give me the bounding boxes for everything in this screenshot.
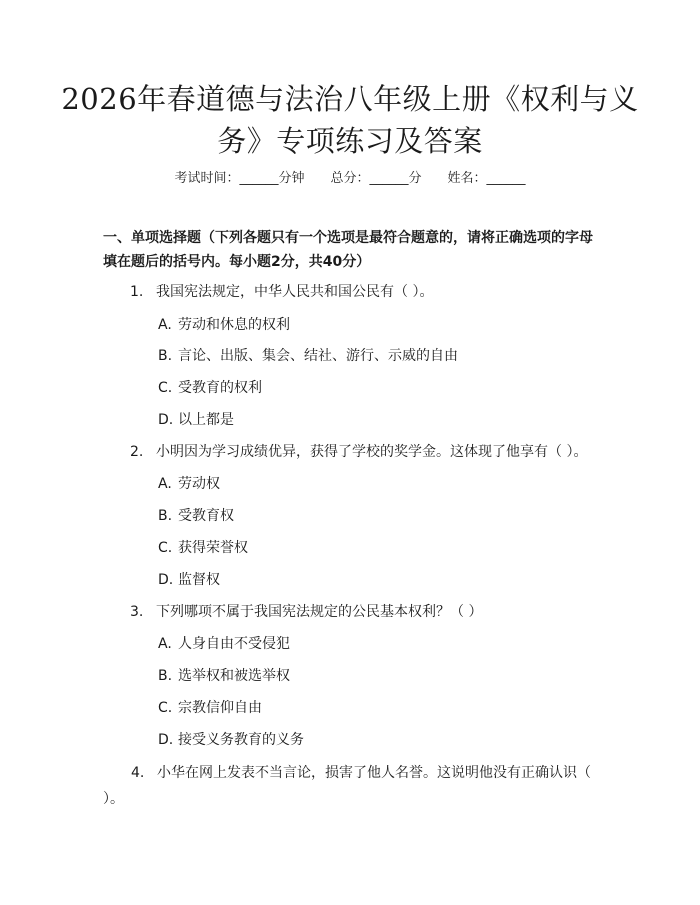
question-1-option-d (158, 409, 234, 429)
question-3-option-a (158, 633, 290, 653)
option-letter: C. (158, 700, 173, 716)
question-3 (130, 601, 482, 621)
option-letter: C. (158, 540, 173, 556)
option-text: 受教育权 (178, 508, 234, 524)
exam-meta (0, 167, 700, 186)
question-number: 4. (131, 765, 145, 781)
option-letter: C. (158, 380, 173, 396)
question-number: 3. (130, 604, 144, 620)
question-1-option-c (158, 377, 262, 397)
question-2-option-d (158, 569, 220, 589)
question-1 (130, 281, 433, 301)
question-2-option-b (158, 505, 234, 525)
option-letter: A. (158, 476, 172, 492)
section-heading: 一、单项选择题（下列各题只有一个选项是最符合题意的，请将正确选项的字母填在题后的括号内。每小题2分，共40分） (103, 230, 593, 270)
option-text: 人身自由不受侵犯 (178, 636, 290, 652)
option-text: 选举权和被选举权 (178, 668, 290, 684)
question-2 (130, 441, 587, 461)
option-letter: B. (158, 348, 173, 364)
total-score-field: 总分：______分 (330, 171, 422, 186)
option-text: 监督权 (178, 572, 220, 588)
question-2-option-a (158, 473, 220, 493)
option-text: 以上都是 (178, 412, 234, 428)
option-letter: B. (158, 668, 173, 684)
question-3-option-d (158, 729, 304, 749)
document-title: 2026年春道德与法治八年级上册《权利与义务》专项练习及答案 (61, 82, 639, 158)
question-number: 1. (130, 284, 144, 300)
question-text: 小华在网上发表不当言论，损害了他人名誉。这说明他没有正确认识（ ）。 (103, 765, 591, 807)
question-4 (103, 760, 604, 812)
option-text: 宗教信仰自由 (178, 700, 262, 716)
question-text: 我国宪法规定，中华人民共和国公民有（ ）。 (156, 284, 434, 300)
option-letter: A. (158, 636, 172, 652)
option-text: 劳动和休息的权利 (178, 317, 290, 333)
question-1-option-b (158, 345, 458, 365)
question-text: 小明因为学习成绩优异，获得了学校的奖学金。这体现了他享有（ ）。 (156, 444, 588, 460)
option-text: 接受义务教育的义务 (178, 732, 304, 748)
option-text: 获得荣誉权 (178, 540, 248, 556)
question-2-option-c (158, 537, 248, 557)
option-letter: A. (158, 317, 172, 333)
exam-time-field: 考试时间：______分钟 (174, 171, 305, 186)
question-number: 2. (130, 444, 144, 460)
option-text: 言论、出版、集会、结社、游行、示威的自由 (178, 348, 458, 364)
option-letter: B. (158, 508, 173, 524)
option-text: 劳动权 (178, 476, 220, 492)
option-letter: D. (158, 732, 174, 748)
option-text: 受教育的权利 (178, 380, 262, 396)
question-1-option-a (158, 314, 290, 334)
option-letter: D. (158, 572, 174, 588)
question-3-option-c (158, 697, 262, 717)
option-letter: D. (158, 412, 174, 428)
question-text: 下列哪项不属于我国宪法规定的公民基本权利？（ ） (156, 604, 483, 620)
student-name-field: 姓名：______ (447, 171, 526, 186)
question-3-option-b (158, 665, 290, 685)
